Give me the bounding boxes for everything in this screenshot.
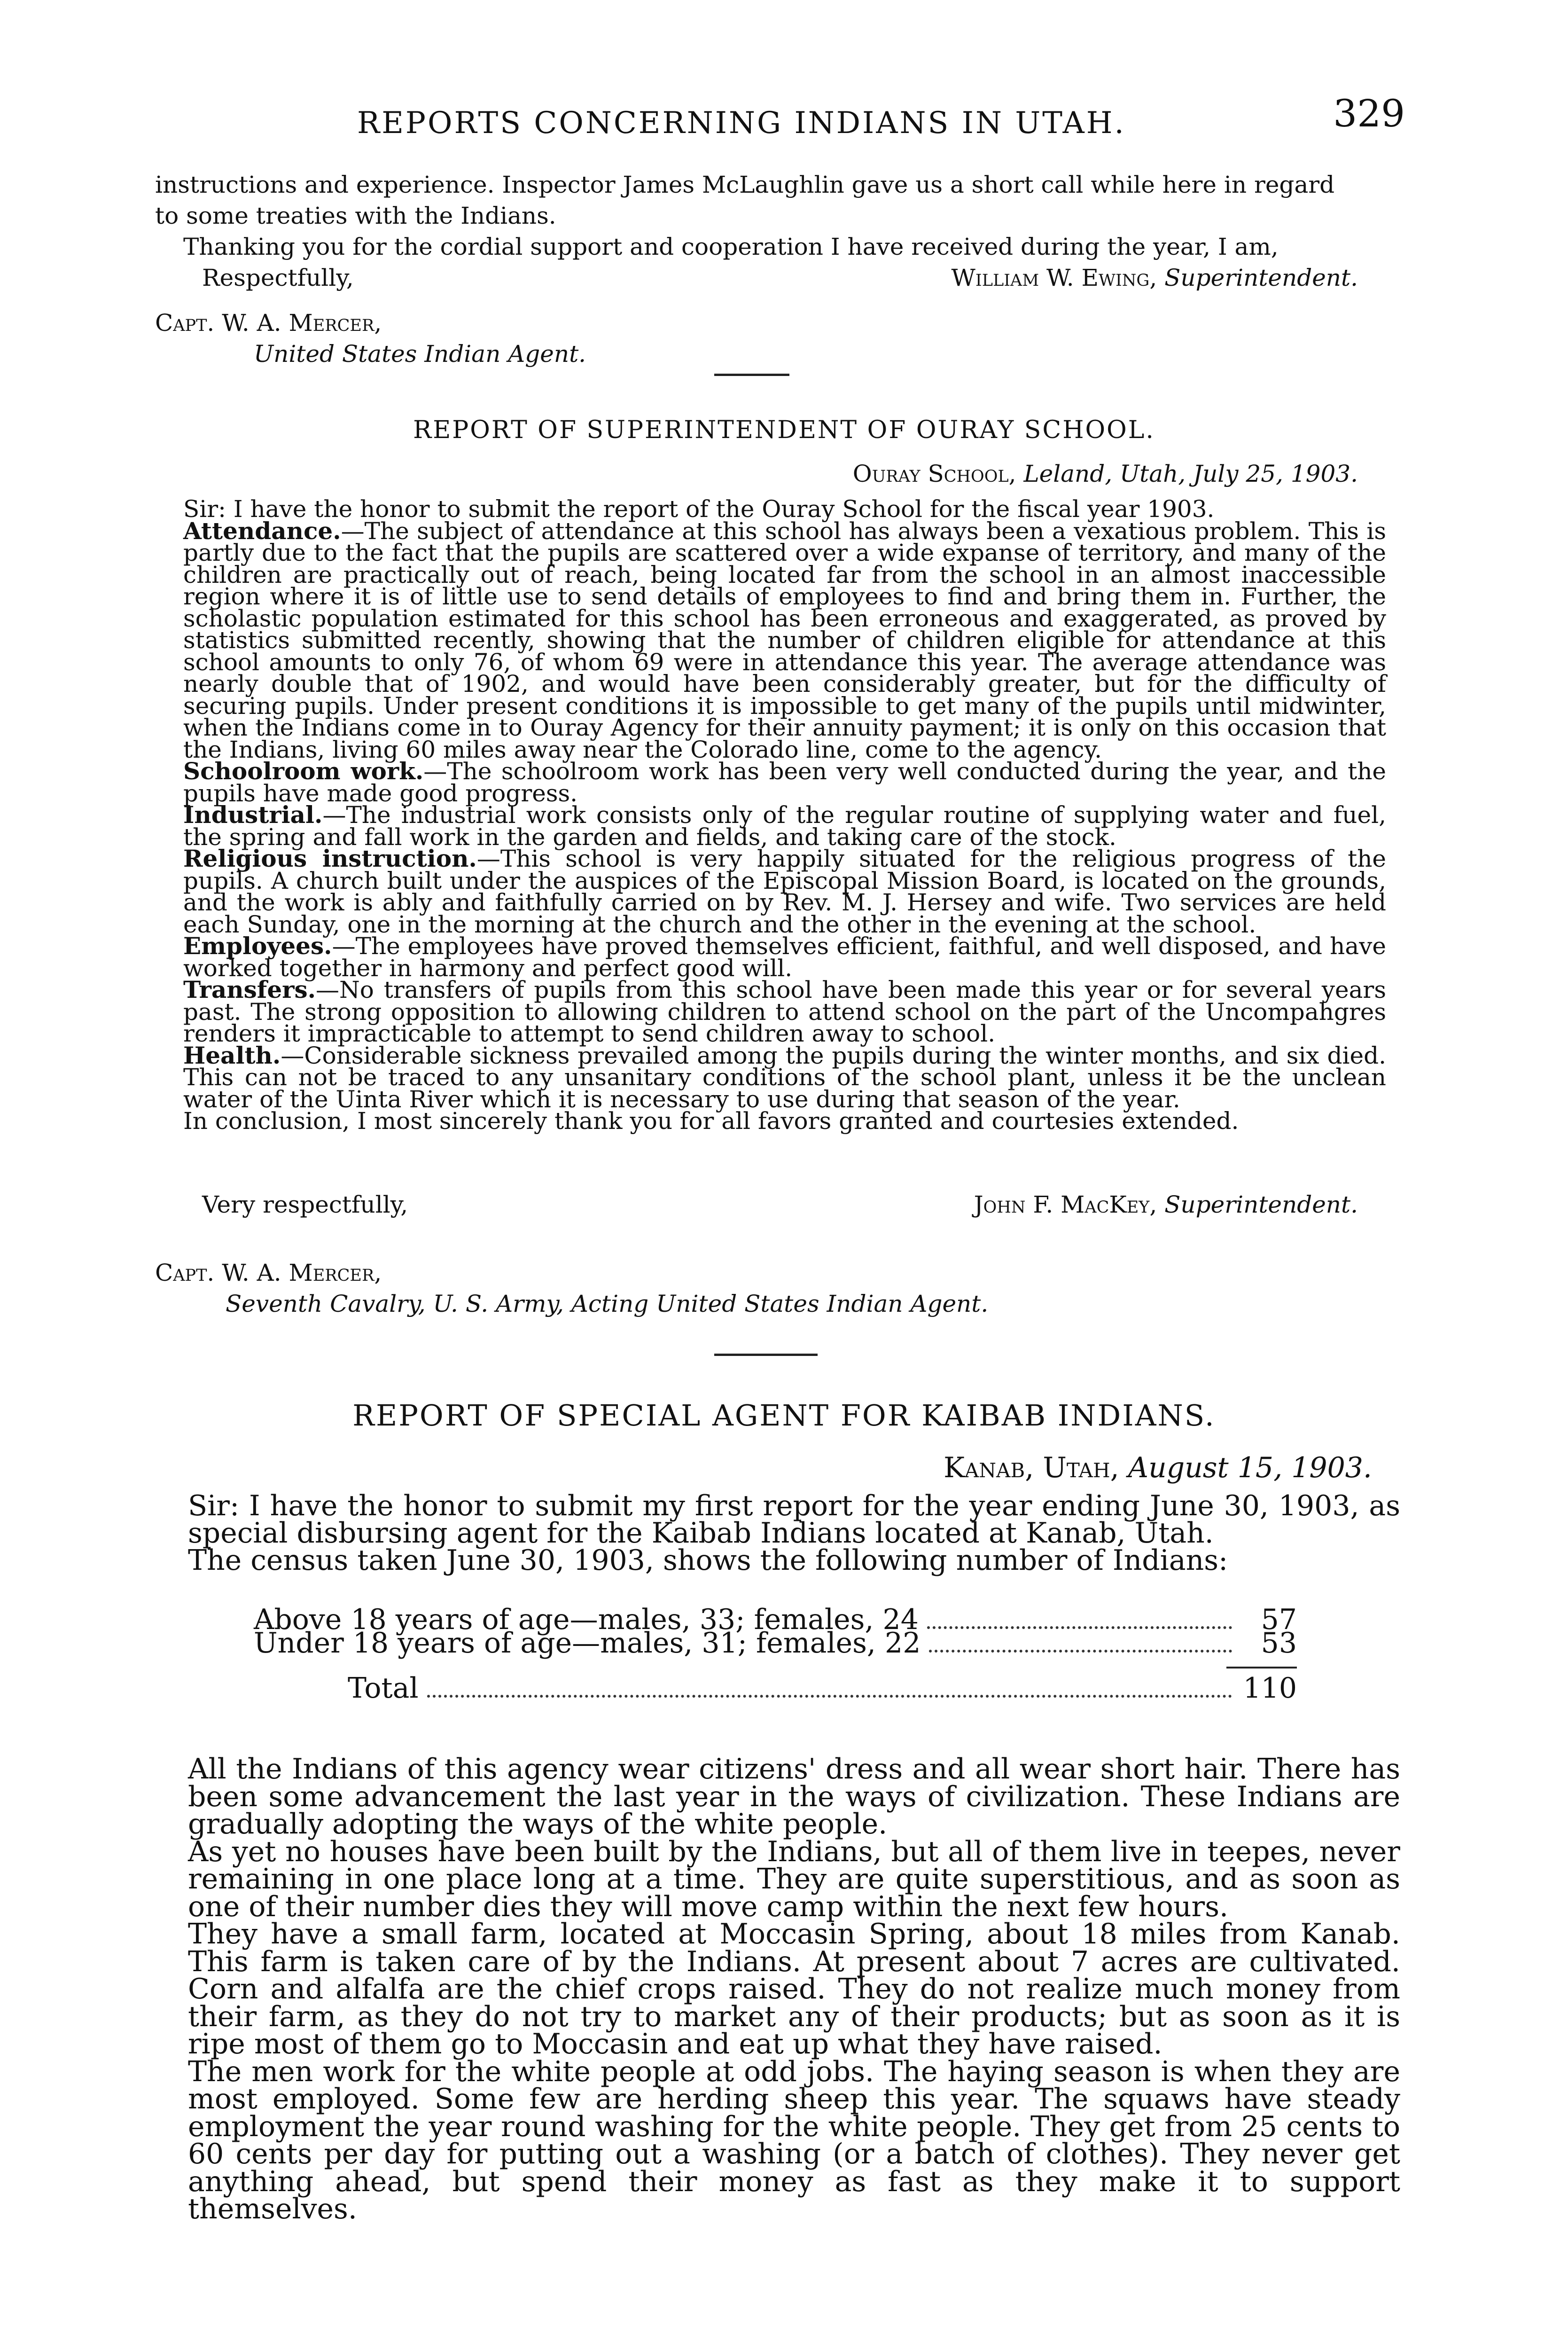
ouray-addressee — [155, 1257, 1386, 1319]
dateline-place: Kanab, Utah, — [944, 1451, 1119, 1484]
dot-leader — [927, 1626, 1232, 1629]
paragraph-conclusion — [155, 1107, 1386, 1135]
paragraph-intro: Sir: I have the honor to submit my first report for the year ending June 30, 1903, as special disbursing agent for the Kaibab Indians located at Kanab, Utah. — [188, 1489, 1400, 1550]
paragraph: They have a small farm, located at Moccasin Spring, about 18 miles from Kanab. This farm is taken care of by the Indians. At present about 7 acres are cultivated. Corn and alfalfa are the chief crops raised. They do not realize much money from their farm, as they do not try to market any of their products; but as soon as it is ripe most of them go to Moccasin and eat up what they have raised. — [188, 1918, 1400, 2060]
signature-title: Superintendent. — [1164, 1191, 1358, 1218]
paragraph-employees — [155, 932, 1386, 982]
dot-leader — [427, 1695, 1232, 1698]
kaibab-title: REPORT OF SPECIAL AGENT FOR KAIBAB INDIANS. — [352, 1398, 1216, 1433]
census-table — [254, 1603, 1297, 1705]
census-value: 57 — [1261, 1603, 1297, 1636]
signature-row — [155, 262, 1386, 293]
kaibab-intro — [160, 1489, 1400, 1577]
census-value: 53 — [1261, 1627, 1297, 1660]
page-header — [155, 92, 1405, 148]
paragraph-text: —Considerable sickness prevailed among the pupils during the winter months, and six died. This can not be traced to any unsanitary conditions of the school plant, unless it be the unclean water of the Uinta River which it is necessary to use during that season of the year. — [183, 1042, 1386, 1113]
paragraph-head: Employees. — [183, 932, 332, 960]
dateline-place: Ouray School, — [852, 460, 1016, 487]
paragraph-head: Transfers. — [183, 976, 316, 1003]
signature — [952, 262, 1358, 293]
total-label: Total — [348, 1672, 419, 1705]
dot-leader — [929, 1650, 1232, 1653]
addressee-name: Capt. W. A. Mercer, — [155, 1259, 382, 1286]
paragraph-head: Health. — [183, 1041, 281, 1069]
running-title: REPORTS CONCERNING INDIANS IN UTAH. — [357, 106, 1126, 141]
signature-name: William W. Ewing, — [951, 264, 1157, 291]
paragraph-head: Industrial. — [183, 801, 323, 829]
paragraph-text: —The industrial work consists only of the regular routine of supplying water and fuel, the spring and fall work in the garden and fields, and taking care of the stock. — [183, 801, 1386, 851]
paragraph: As yet no houses have been built by the Indians, but all of them live in teepes, never remaining in one place long at a time. They are quite superstitious, and as soon as one of their number dies they will move camp within the next few hours. — [188, 1835, 1400, 1923]
paragraph-religious — [155, 845, 1387, 938]
paragraph-schoolroom — [155, 757, 1386, 807]
addressee-title: United States Indian Agent. — [254, 340, 586, 368]
census-label: Under 18 years of age—males, 31; females, 22 — [254, 1627, 921, 1660]
paragraph-text: —The employees have proved themselves efficient, faithful, and well disposed, and have worked together in harmony and perfect good will. — [183, 932, 1386, 982]
text-line: to some treaties with the Indians. — [155, 202, 556, 229]
total-rule — [1226, 1667, 1297, 1668]
census-total-row — [254, 1671, 1297, 1705]
census-row — [254, 1626, 1297, 1660]
closing: Respectfully, — [202, 264, 354, 291]
addressee — [155, 1257, 1386, 1288]
paragraph-attendance — [155, 517, 1386, 763]
signature-row — [155, 1189, 1386, 1220]
paragraph-text: —The schoolroom work has been very well conducted during the year, and the pupils have made good progress. — [183, 758, 1386, 807]
dateline-date: August 15, 1903. — [1128, 1451, 1372, 1484]
prior-report-ending — [155, 169, 1386, 369]
paragraph-transfers — [155, 976, 1386, 1047]
ouray-title: REPORT OF SUPERINTENDENT OF OURAY SCHOOL. — [413, 416, 1155, 444]
text-line: instructions and experience. Inspector James McLaughlin gave us a short call while here in regard — [155, 171, 1335, 198]
total-value: 110 — [1243, 1672, 1297, 1705]
paragraph: All the Indians of this agency wear citizens' dress and all wear short hair. There has been some advancement the last year in the ways of civilization. These Indians are gradually adopting the ways of the white people. — [188, 1753, 1400, 1841]
paragraph-head: Attendance. — [183, 517, 341, 545]
paragraph-text: In conclusion, I most sincerely thank you for all favors granted and courtesies extended. — [183, 1107, 1239, 1135]
section-divider — [714, 1354, 818, 1356]
paragraph-industrial — [155, 801, 1386, 851]
page-number: 329 — [1333, 92, 1405, 135]
kaibab-body — [160, 1755, 1400, 2223]
addressee — [155, 307, 1386, 338]
signature-name: John F. MacKey, — [974, 1191, 1157, 1218]
signature-title: Superintendent. — [1164, 264, 1358, 291]
ouray-dateline — [155, 458, 1386, 489]
addressee-name: Capt. W. A. Mercer, — [155, 309, 382, 337]
kaibab-dateline — [160, 1450, 1372, 1486]
signature — [974, 1189, 1358, 1220]
dateline-date: Leland, Utah, July 25, 1903. — [1023, 460, 1358, 487]
paragraph-text: —No transfers of pupils from this school have been made this year or for several years past. The strong opposition to allowing children to attend school on the part of the Uncompahgres renders it impracticable to attempt to send children away to school. — [183, 976, 1386, 1047]
ouray-signature — [155, 1189, 1386, 1220]
paragraph-health — [155, 1041, 1386, 1113]
paragraph-head: Religious instruction. — [183, 845, 477, 872]
paragraph: The men work for the white people at odd jobs. The haying season is when they are most employed. Some few are herding sheep this year. The squaws have steady employment the year round washing for the white people. They get from 25 cents to 60 cents per day for putting out a washing (or a batch of clothes). They never get anything ahead, but spend their money as fast as they make it to support themselves. — [188, 2055, 1400, 2225]
paragraph-text: —The subject of attendance at this school has always been a vexatious problem. This is partly due to the fact that the pupils are scattered over a wide expanse of territory, and many of the children are practically out of reach, being located far from the school in an almost inaccessible region where it is of little use to send details of employees to find and bring them in. Further, the scholastic population estimated for this school has been erroneous and exaggerated, as proved by statistics submitted recently, showing that the number of children eligible for attendance at this school amounts to only 76, of whom 69 were in attendance this year. The average attendance was nearly double that of 1902, and would have been considerably greater, but for the difficulty of securing pupils. Under present conditions it is impossible to get many of the pupils until midwinter, when the Indians come in to Ouray Agency for their annuity payment; it is only on this occasion that the Indians, living 60 miles away near the Colorado line, come to the agency. — [183, 517, 1386, 763]
census-intro: The census taken June 30, 1903, shows the following number of Indians: — [188, 1544, 1228, 1577]
paragraph-text: —This school is very happily situated for the religious progress of the pupils. A church built under the auspices of the Episcopal Mission Board, is located on the grounds, and the work is ably and faithfully carried on by Rev. M. J. Hersey and wife. Two services are held each Sunday, one in the morning at the church and the other in the evening at the school. — [183, 845, 1387, 938]
paragraph-text: Sir: I have the honor to submit the report of the Ouray School for the fiscal year 1903. — [183, 495, 1215, 523]
addressee-title: Seventh Cavalry, U. S. Army, Acting United States Indian Agent. — [226, 1290, 989, 1317]
paragraph-head: Schoolroom work. — [183, 757, 424, 785]
thanks-line: Thanking you for the cordial support and cooperation I have received during the year, I am, — [183, 233, 1279, 260]
census-label: Above 18 years of age—males, 33; females, 24 — [254, 1603, 919, 1636]
closing: Very respectfully, — [202, 1191, 408, 1218]
ouray-body — [155, 495, 1387, 1135]
section-divider — [714, 374, 789, 376]
